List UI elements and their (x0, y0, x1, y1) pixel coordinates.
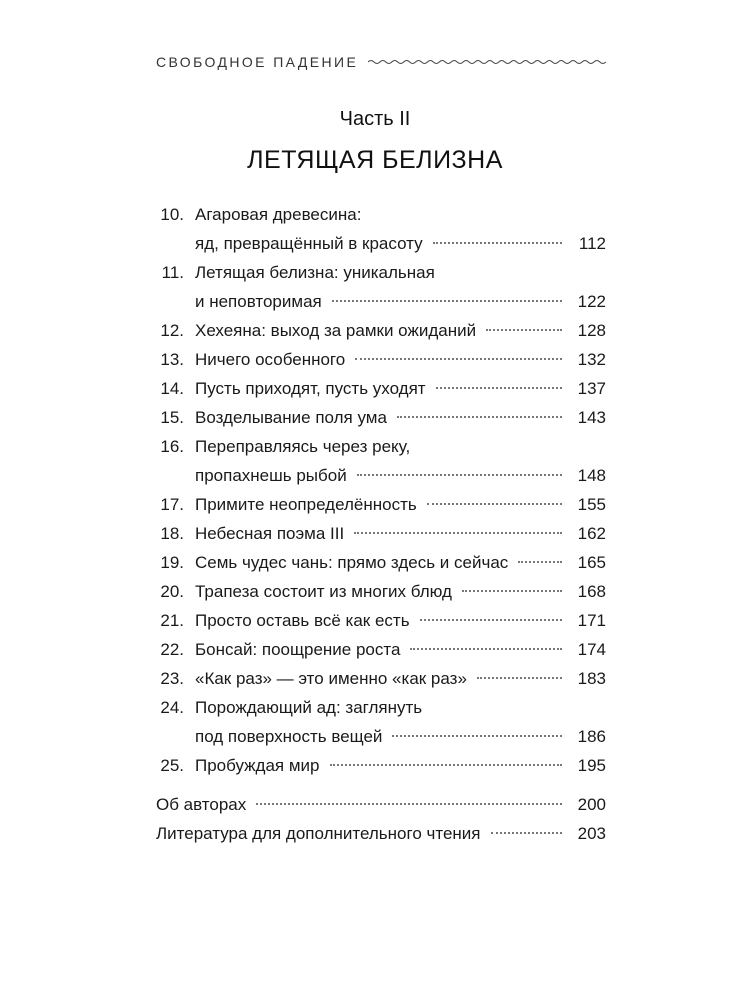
dot-leader (491, 832, 563, 834)
back-matter-entry (156, 790, 606, 819)
page-number: 148 (577, 466, 606, 485)
chapter-number: 13. (160, 350, 184, 369)
wave-rule-ornament (368, 58, 606, 66)
page-number: 137 (577, 379, 606, 398)
toc-entry (156, 316, 606, 345)
dot-leader (354, 532, 562, 534)
toc-entry (156, 519, 606, 548)
page-number: 174 (577, 640, 606, 659)
chapter-title: Пробуждая мир (195, 756, 320, 775)
chapter-title: «Как раз» — это именно «как раз» (195, 669, 467, 688)
toc-entry (156, 635, 606, 664)
chapter-title: Летящая белизна: уникальная (195, 263, 435, 282)
dot-leader (486, 329, 562, 331)
chapter-number: 19. (160, 553, 184, 572)
chapter-number: 23. (160, 669, 184, 688)
dot-leader (420, 619, 562, 621)
page-number: 112 (578, 234, 606, 253)
toc-entry (156, 490, 606, 519)
chapter-number: 14. (160, 379, 184, 398)
page-number: 186 (577, 727, 606, 746)
chapter-title: Переправляясь через реку, (195, 437, 411, 456)
book-title: СВОБОДНОЕ ПАДЕНИЕ (156, 54, 359, 70)
dot-leader (518, 561, 562, 563)
back-matter-title: Литература для дополнительного чтения (156, 824, 481, 843)
toc-entry (156, 345, 606, 374)
page-number: 132 (577, 350, 606, 369)
dot-leader (357, 474, 562, 476)
dot-leader (427, 503, 562, 505)
chapter-number: 10. (160, 205, 184, 224)
page-number: 128 (577, 321, 606, 340)
dot-leader (462, 590, 562, 592)
running-header (156, 52, 606, 72)
chapter-title: Ничего особенного (195, 350, 346, 369)
back-matter-entry (156, 819, 606, 848)
dot-leader (433, 242, 562, 244)
page-number: 162 (577, 524, 606, 543)
chapter-number: 11. (161, 263, 184, 282)
chapter-title: под поверхность вещей (195, 727, 383, 746)
dot-leader (355, 358, 562, 360)
chapter-title: Трапеза состоит из многих блюд (195, 582, 452, 601)
chapter-title: Порождающий ад: заглянуть (195, 698, 423, 717)
chapter-number: 18. (160, 524, 184, 543)
page-number: 200 (577, 795, 606, 814)
page-number: 122 (577, 292, 606, 311)
page-number: 165 (577, 553, 606, 572)
dot-leader (256, 803, 562, 805)
chapter-number: 12. (160, 321, 184, 340)
page-number: 183 (577, 669, 606, 688)
chapter-title: Просто оставь всё как есть (195, 611, 410, 630)
page-number: 203 (577, 824, 606, 843)
page-number: 195 (577, 756, 606, 775)
page-number: 171 (577, 611, 606, 630)
toc-entry (156, 432, 606, 490)
dot-leader (477, 677, 562, 679)
chapter-title: и неповторимая (195, 292, 322, 311)
chapter-title: Примите неопределённость (195, 495, 417, 514)
toc-entry (156, 200, 606, 258)
table-of-contents (156, 200, 606, 780)
toc-entry (156, 693, 606, 751)
toc-entry (156, 751, 606, 780)
chapter-title: Агаровая древесина: (195, 205, 362, 224)
dot-leader (410, 648, 562, 650)
chapter-title: Хехеяна: выход за рамки ожиданий (195, 321, 477, 340)
toc-entry (156, 403, 606, 432)
part-title: ЛЕТЯЩАЯ БЕЛИЗНА (247, 146, 503, 174)
chapter-title: Небесная поэма III (195, 524, 345, 543)
chapter-number: 22. (160, 640, 184, 659)
toc-entry (156, 577, 606, 606)
dot-leader (397, 416, 562, 418)
chapter-title: Семь чудес чань: прямо здесь и сейчас (195, 553, 509, 572)
page-number: 155 (577, 495, 606, 514)
page-number: 168 (577, 582, 606, 601)
toc-entry (156, 548, 606, 577)
chapter-number: 21. (160, 611, 184, 630)
dot-leader (392, 735, 562, 737)
chapter-title: Возделывание поля ума (195, 408, 387, 427)
dot-leader (330, 764, 563, 766)
part-label: Часть II (339, 108, 411, 130)
chapter-title: Бонсай: поощрение роста (195, 640, 401, 659)
page-number: 143 (577, 408, 606, 427)
chapter-number: 16. (160, 437, 184, 456)
toc-entry (156, 664, 606, 693)
chapter-number: 25. (160, 756, 184, 775)
chapter-number: 15. (160, 408, 184, 427)
toc-entry (156, 258, 606, 316)
dot-leader (332, 300, 562, 302)
chapter-number: 20. (160, 582, 184, 601)
chapter-title: яд, превращённый в красоту (195, 234, 423, 253)
chapter-title: Пусть приходят, пусть уходят (195, 379, 426, 398)
dot-leader (436, 387, 562, 389)
toc-entry (156, 374, 606, 403)
toc-entry (156, 606, 606, 635)
chapter-number: 24. (160, 698, 184, 717)
back-matter-title: Об авторах (156, 795, 247, 814)
back-matter-list (156, 790, 606, 848)
chapter-title: пропахнешь рыбой (195, 466, 347, 485)
chapter-number: 17. (160, 495, 184, 514)
